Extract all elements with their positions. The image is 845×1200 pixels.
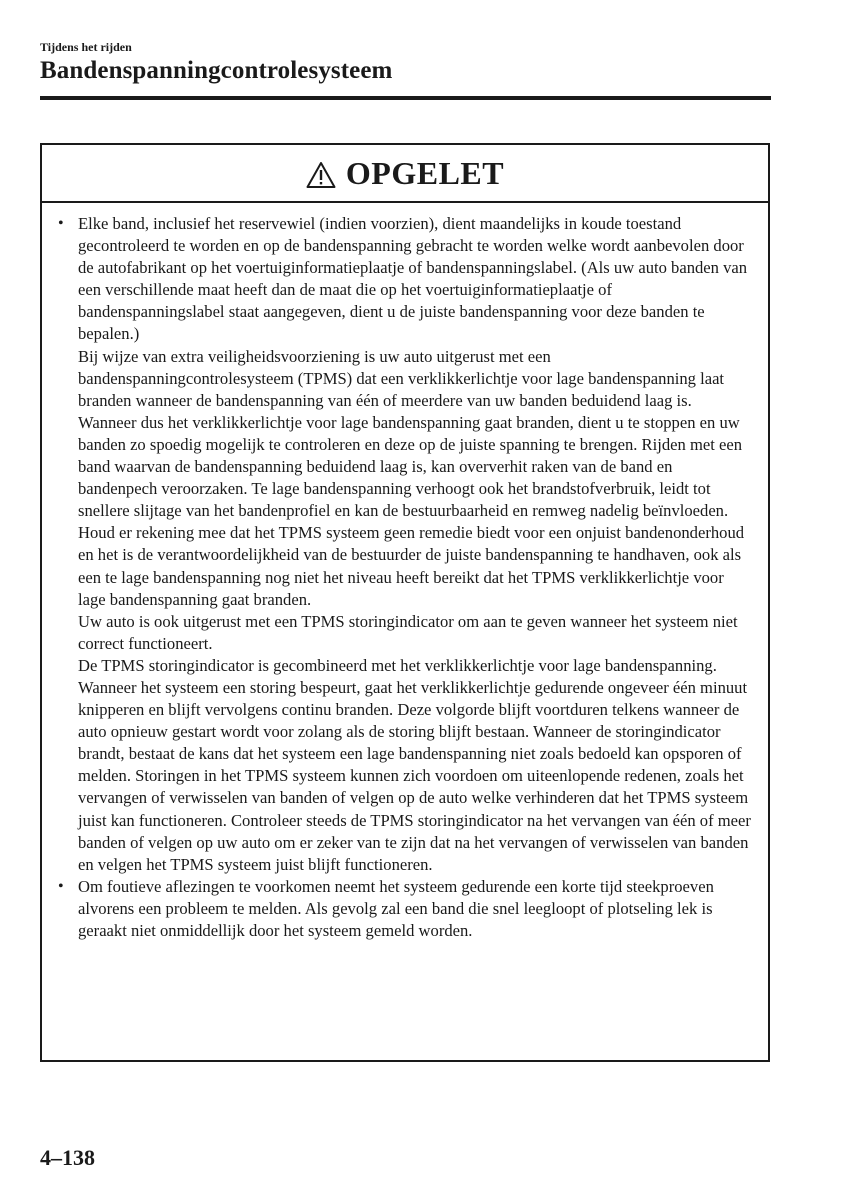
section-label: Tijdens het rijden [40,40,132,54]
warning-header [42,145,768,203]
page-number: 4–138 [40,1145,95,1170]
title-divider [40,96,771,100]
warning-title: OPGELET [345,154,505,191]
paragraph: Elke band, inclusief het reservewiel (indien voorzien), dient maandelijks in koude toestand gecontroleerd te worden en op de bandenspanning gebracht te worden welke wordt aanbevolen door de autofabrikant op het voertuiginformatieplaatje of bandenspanningslabel. (Als uw auto banden van een verschillende maat heeft dan de maat die op het voertuiginformatieplaatje of bandenspanningslabel staat aangegeven, dient u de juiste bandenspanning voor deze banden te bepalen.) [78,214,748,344]
bullet-dot: • [58,877,64,895]
bullet-item [56,876,754,942]
warning-triangle-icon [306,161,336,189]
bullet-item [56,213,754,876]
bullet-dot: • [58,215,64,232]
page-title: Bandenspanningcontrolesysteem [40,57,393,84]
paragraph: De TPMS storingindicator is gecombineerd met het verklikkerlichtje voor lage bandenspanning. Wanneer het systeem een storing bespeurt, gaat het verklikkerlichtje gedurende ongeveer één minuut knipperen en blijft vervolgens continu branden. Deze volgorde blijft voortduren telkens wanneer de auto opnieuw gestart wordt voor zolang als de storing blijft bestaan. Wanneer de storingindicator brandt, bestaat de kans dat het systeem een lage bandenspanning niet zoals bedoeld kan opsporen of melden. Storingen in het TPMS systeem kunnen zich voordoen om uiteenlopende redenen, zoals het vervangen of verwisselen van banden of velgen op de auto welke verhinderen dat het TPMS systeem juist kan functioneren. Controleer steeds de TPMS storingindicator na het vervangen van één of meer banden of velgen op uw auto om er zeker van te zijn dat na het vervangen of verwisselen van banden en velgen het TPMS systeem juist blijft functioneren. [78,655,751,874]
paragraph: Uw auto is ook uitgerust met een TPMS storingindicator om aan te geven wanneer het systeem niet correct functioneert. [78,611,738,653]
warning-box [40,143,770,1062]
warning-body [42,203,768,942]
paragraph: Houd er rekening mee dat het TPMS systeem geen remedie biedt voor een onjuist bandenonderhoud en het is de verantwoordelijkheid van de bestuurder de juiste bandenspanning te handhaven, ook als een te lage bandenspanning nog niet het niveau heeft bereikt dat het TPMS verklikkerlichtje voor lage bandenspanning gaat branden. [78,523,745,609]
paragraph: Om foutieve aflezingen te voorkomen neemt het systeem gedurende een korte tijd steekproeven alvorens een probleem te melden. Als gevolg zal een band die snel leegloopt of plotseling lek is geraakt niet onmiddellijk door het systeem gemeld worden. [78,876,714,940]
paragraph: Bij wijze van extra veiligheidsvoorziening is uw auto uitgerust met een bandenspanningcontrolesysteem (TPMS) dat een verklikkerlichtje voor lage bandenspanning laat branden wanneer de bandenspanning van één of meerdere van uw banden beduidend laag is. Wanneer dus het verklikkerlichtje voor lage bandenspanning gaat branden, dient u te stoppen en uw banden zo spoedig mogelijk te controleren en deze op de juiste spanning te brengen. Rijden met een band waarvan de bandenspanning beduidend laag is, kan oververhit raken van de band en bandenpech veroorzaken. Te lage bandenspanning verhoogt ook het brandstofverbruik, leidt tot snellere slijtage van het bandenprofiel en kan de bestuurbaarheid en remweg nadelig beïnvloeden. [78,346,743,521]
